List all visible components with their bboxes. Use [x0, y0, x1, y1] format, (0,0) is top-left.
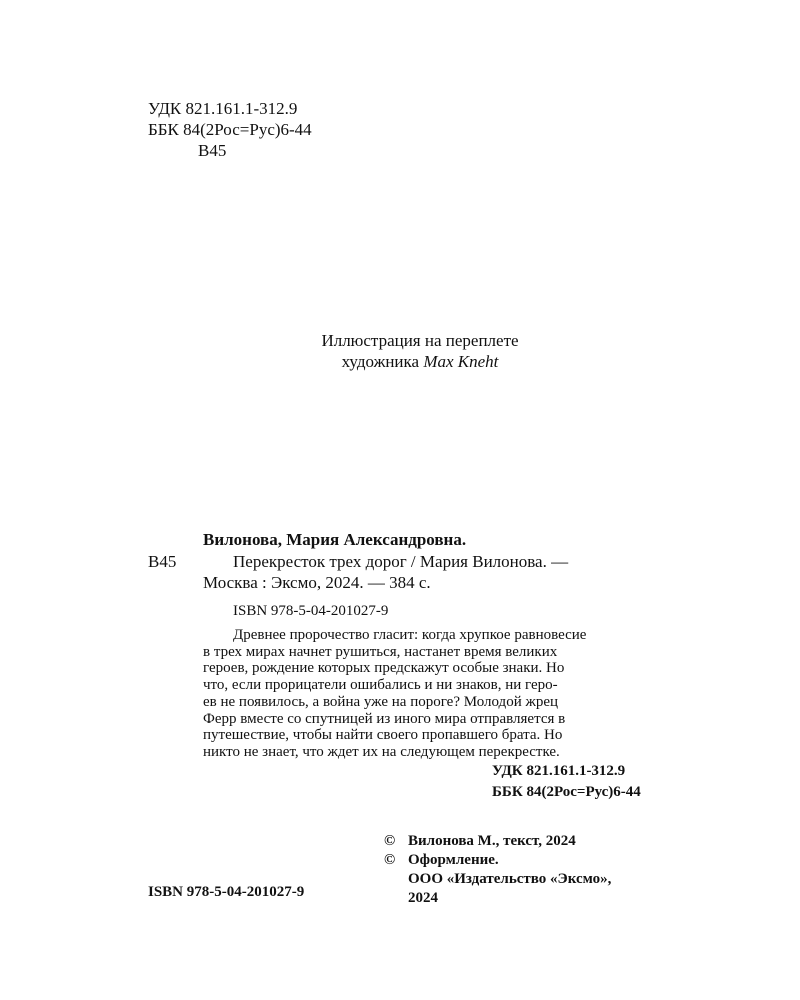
classification-block [148, 98, 312, 161]
copyright-icon: © [384, 852, 396, 868]
illustration-line-2 [0, 351, 800, 372]
abstract-line: Древнее пророчество гласит: когда хрупкое равновесие [233, 627, 587, 643]
illustration-line-1: Иллюстрация на переплете [321, 331, 519, 350]
card-bbk: ББК 84(2Рос=Рус)6-44 [492, 784, 641, 800]
copyright-icon: © [384, 833, 396, 849]
copyright-line-2 [384, 851, 611, 870]
abstract-line: ев не появилось, а война уже на пороге? Молодой жрец [203, 693, 559, 710]
card-isbn: ISBN 978-5-04-201027-9 [233, 603, 389, 619]
udk-code: УДК 821.161.1-312.9 [148, 99, 298, 118]
card-author-sign: В45 [148, 552, 177, 571]
isbn-bottom: ISBN 978-5-04-201027-9 [148, 884, 305, 900]
copyright-line-4: 2024 [408, 890, 438, 906]
card-abstract [203, 627, 703, 761]
illustration-prefix: художника [341, 352, 424, 371]
copyright-text-2: Оформление. [408, 852, 499, 868]
abstract-line: никто не знает, что ждет их на следующем перекрестке. [203, 743, 560, 760]
card-udk: УДК 821.161.1-312.9 [492, 763, 626, 779]
card-author: Вилонова, Мария Александровна. [203, 530, 467, 549]
author-sign: В45 [198, 141, 227, 160]
abstract-line: путешествие, чтобы найти своего пропавшего брата. Но [203, 727, 563, 744]
abstract-line: Ферр вместе со спутницей из иного мира отправляется в [203, 710, 566, 727]
illustration-credit [0, 330, 800, 372]
bbk-code: ББК 84(2Рос=Рус)6-44 [148, 120, 312, 139]
artist-name: Max Kneht [423, 352, 499, 371]
abstract-line: что, если прорицатели ошибались и ни знаков, ни геро- [203, 677, 558, 694]
abstract-line: героев, рождение которых предскажут особые знаки. Но [203, 660, 565, 677]
copyright-text-1: Вилонова М., текст, 2024 [408, 833, 576, 849]
copyright-line-1 [384, 832, 611, 851]
card-title-line-2: Москва : Эксмо, 2024. — 384 с. [203, 573, 431, 592]
card-title-line-1: Перекресток трех дорог / Мария Вилонова. — [233, 552, 569, 571]
abstract-line: в трех мирах начнет рушиться, настанет время великих [203, 643, 558, 660]
copyright-block [384, 832, 611, 908]
copyright-line-3: ООО «Издательство «Эксмо», [408, 871, 612, 887]
